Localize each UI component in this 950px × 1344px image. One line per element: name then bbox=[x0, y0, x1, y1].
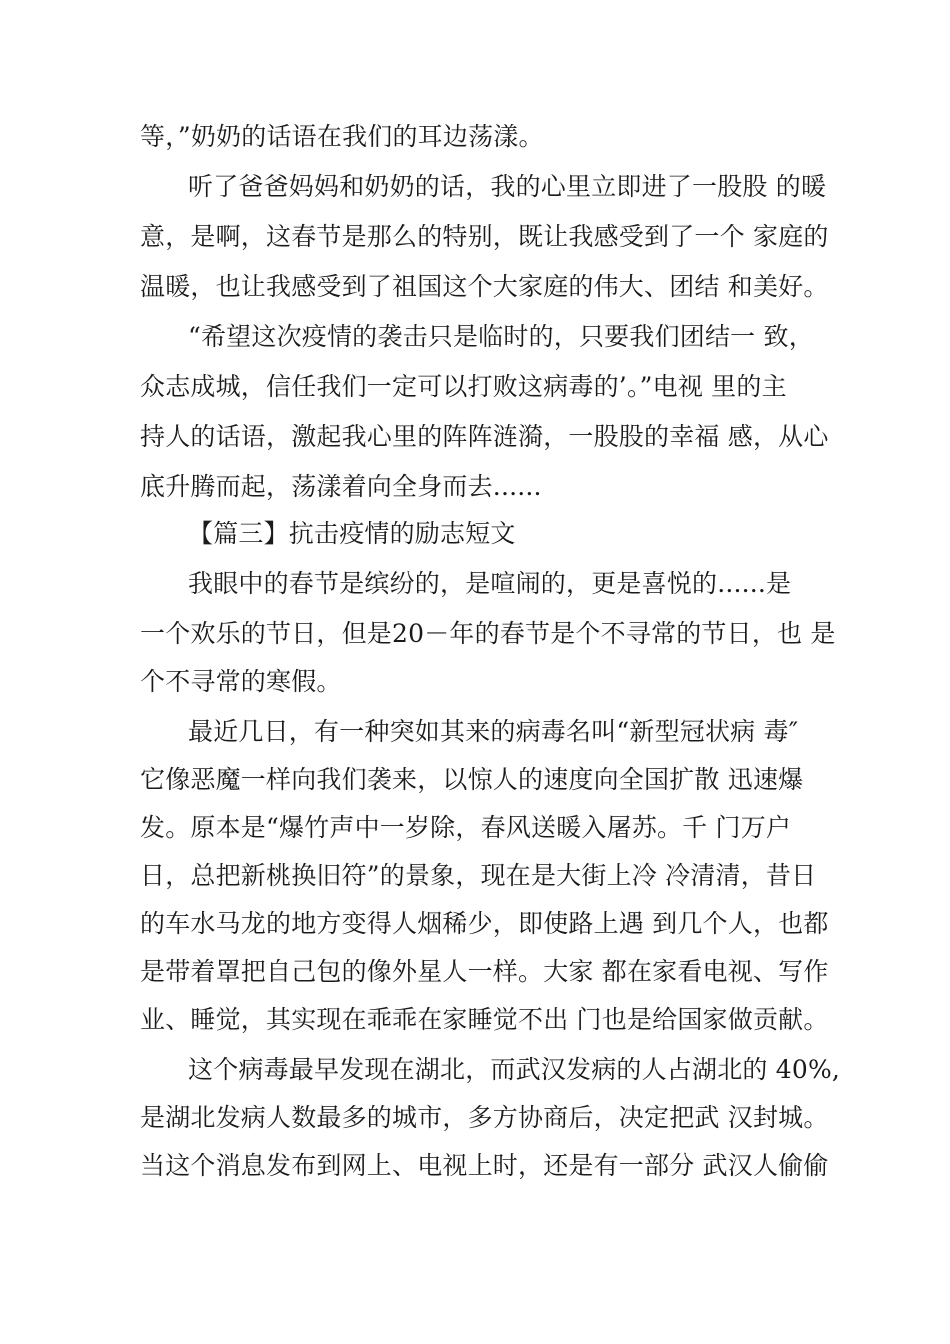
text-line: “希望这次疫情的袭击只是临时的，只要我们团结一 致， bbox=[188, 322, 814, 351]
text-line: 等，”奶奶的话语在我们的耳边荡漾。 bbox=[140, 122, 544, 151]
text-line: 业、睡觉，其实现在乖乖在家睡觉不出 门也是给国家做贡献。 bbox=[140, 1005, 829, 1034]
text-line: 意，是啊，这春节是那么的特别，既让我感受到了一个 家庭的 bbox=[140, 222, 829, 251]
text-line: 日，总把新桃换旧符”的景象，现在是大街上冷 冷清清，昔日 bbox=[140, 861, 817, 890]
text-line: 它像恶魔一样向我们袭来，以惊人的速度向全国扩散 迅速爆 bbox=[140, 765, 804, 794]
text-line: 底升腾而起，荡漾着向全身而去...... bbox=[140, 472, 542, 501]
section-heading: 【篇三】抗击疫情的励志短文 bbox=[188, 519, 516, 548]
text-line: 最近几日，有一种突如其来的病毒名叫“新型冠状病 毒″ bbox=[188, 717, 799, 746]
text-line: 是带着罩把自己包的像外星人一样。大家 都在家看电视、写作 bbox=[140, 957, 829, 986]
text-line: 听了爸爸妈妈和奶奶的话，我的心里立即进了一股股 的暖 bbox=[188, 172, 827, 201]
text-line: 众志成城，信任我们一定可以打败这病毒的’。”电视 里的主 bbox=[140, 372, 787, 401]
text-line: 我眼中的春节是缤纷的，是喧闹的，更是喜悦的......是 bbox=[188, 569, 792, 598]
text-line: 持人的话语，激起我心里的阵阵涟漪，一股股的幸福 感，从心 bbox=[140, 422, 829, 451]
text-line: 温暖，也让我感受到了祖国这个大家庭的伟大、团结 和美好。 bbox=[140, 272, 829, 301]
text-line: 一个欢乐的节日，但是20－年的春节是个不寻常的节日，也 是 bbox=[140, 619, 836, 648]
text-line: 当这个消息发布到网上、电视上时，还是有一部分 武汉人偷偷 bbox=[140, 1151, 829, 1180]
text-line: 是湖北发病人数最多的城市，多方协商后，决定把武 汉封城。 bbox=[140, 1103, 829, 1132]
text-line: 发。原本是“爆竹声中一岁除，春风送暖入屠苏。千 门万户 bbox=[140, 813, 792, 842]
text-line: 个不寻常的寒假。 bbox=[140, 667, 342, 696]
text-line: 这个病毒最早发现在湖北，而武汉发病的人占湖北的 40%, bbox=[188, 1055, 841, 1084]
text-line: 的车水马龙的地方变得人烟稀少，即使路上遇 到几个人，也都 bbox=[140, 909, 829, 938]
